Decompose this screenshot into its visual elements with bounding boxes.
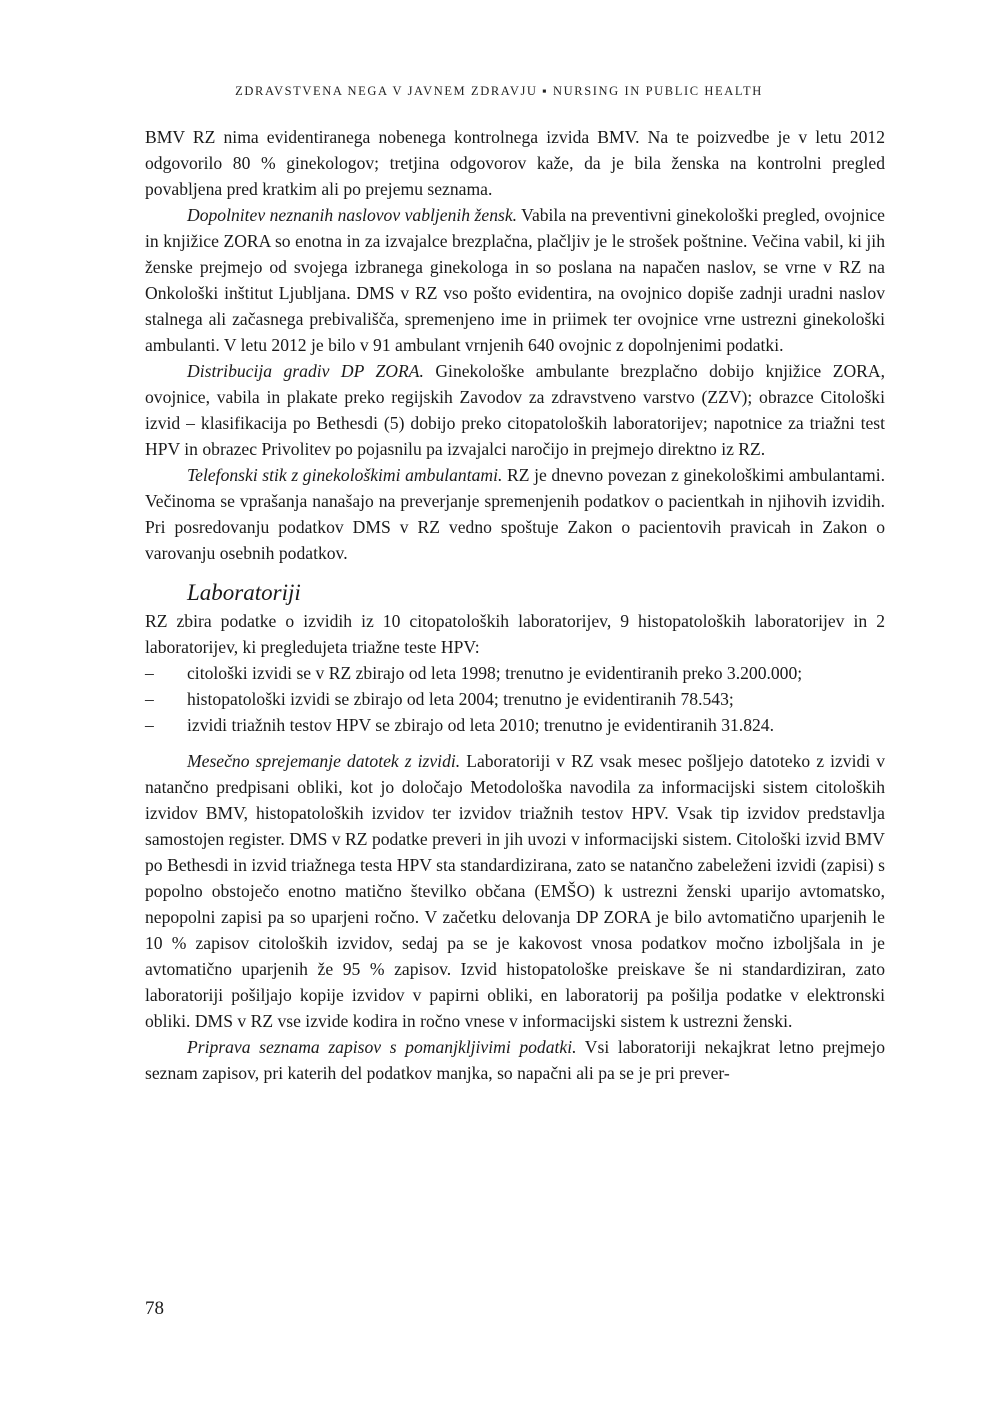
paragraph-lead: Telefonski stik z ginekološkimi ambulantami.: [187, 465, 503, 485]
paragraph-addresses: [145, 202, 885, 358]
paragraph-lead: Dopolnitev neznanih naslovov vabljenih žensk.: [187, 205, 518, 225]
list-item: – citološki izvidi se v RZ zbirajo od leta 1998; trenutno je evidentiranih preko 3.200.000;: [145, 660, 885, 686]
paragraph-incomplete-records: [145, 1034, 885, 1086]
paragraph-text: Ginekološke ambulante brezplačno dobijo knjižice ZORA, ovojnice, vabila in plakate preko regijskih Zavodov za zdravstveno varstvo (ZZV); obrazce Citološki izvid – klasifikacija po Bethesdi (5) dobijo preko citopatoloških laboratorijev; napotnice za triažni test HPV in obrazec Privolitev po pojasnilu pa izvajalci naročijo in prejmejo direktno iz RZ.: [145, 361, 885, 459]
paragraph-phone-contact: [145, 462, 885, 566]
paragraph-lead: Mesečno sprejemanje datotek z izvidi.: [187, 751, 461, 771]
spacer: [145, 738, 885, 748]
paragraph-text: Vsi laboratoriji nekajkrat letno prejmejo seznam zapisov, pri katerih del podatkov manjka, so napačni ali pa se je pri prever-: [145, 1037, 885, 1083]
paragraph-distribution: [145, 358, 885, 462]
paragraph-bmv: BMV RZ nima evidentiranega nobenega kontrolnega izvida BMV. Na te poizvedbe je v letu 2012 odgovorilo 80 % ginekologov; tretjina odgovorov kaže, da je bila ženska na kontrolni pregled povabljena pred kratkim ali po prejemu seznama.: [145, 127, 885, 199]
list-item: – histopatološki izvidi se zbirajo od leta 2004; trenutno je evidentiranih 78.543;: [145, 686, 885, 712]
page-number: 78: [145, 1298, 164, 1319]
paragraph-lead: Priprava seznama zapisov s pomanjkljivimi podatki.: [187, 1037, 577, 1057]
running-header: ZDRAVSTVENA NEGA V JAVNEM ZDRAVJU ▪ NURSING IN PUBLIC HEALTH: [235, 84, 763, 98]
list-item: – izvidi triažnih testov HPV se zbirajo od leta 2010; trenutno je evidentiranih 31.824.: [145, 712, 885, 738]
lab-list: [145, 660, 885, 738]
paragraph-text: RZ je dnevno povezan z ginekološkimi ambulantami. Večinoma se vprašanja nanašajo na preverjanje spremenjenih podatkov o pacientkah in njihovih izvidih. Pri posredovanju podatkov DMS v RZ vedno spoštuje Zakon o pacientovih pravicah in Zakon o varovanju osebnih podatkov.: [145, 465, 885, 563]
paragraph-laboratories: RZ zbira podatke o izvidih iz 10 citopatoloških laboratorijev, 9 histopatoloških laboratorijev in 2 laboratorijev, ki pregledujeta triažne teste HPV:: [145, 611, 885, 657]
paragraph-text: Laboratoriji v RZ vsak mesec pošljejo datoteko z izvidi v natančno predpisani obliki, kot jo določajo Metodološka navodila za informacijski sistem citoloških izvidov BMV, histopatoloških izvidov ter izvidov triažnih testov HPV. Vsak tip izvidov predstavlja samostojen register. DMS v RZ podatke preveri in jih uvozi v informacijski sistem. Citološki izvid BMV po Bethesdi in izvid triažnega testa HPV sta standardizirana, zato se natančno zabeleženi izvidi (zapisi) s popolno obstoječo enotno matično številko občana (EMŠO) k ustrezni ženski uparijo avtomatsko, nepopolni zapisi pa so uparjeni ročno. V začetku delovanja DP ZORA je bilo avtomatično uparjenih le 10 % zapisov citoloških izvidov, sedaj pa se je kakovost vnosa podatkov močno izboljšala in je avtomatično uparjenih že 95 % zapisov. Izvid histopatološke preiskave še ni standardiziran, zato laboratoriji pošiljajo kopije izvidov v papirni obliki, en laboratorij pa pošilja podatke v elektronski obliki. DMS v RZ vse izvide kodira in ročno vnese v informacijski sistem k ustrezni ženski.: [145, 751, 885, 1031]
section-heading: Laboratoriji: [187, 580, 301, 605]
body-text: [145, 124, 885, 1086]
paragraph-monthly-files: [145, 748, 885, 1034]
paragraph-lead: Distribucija gradiv DP ZORA.: [187, 361, 424, 381]
paragraph-text: Vabila na preventivni ginekološki pregled, ovojnice in knjižice ZORA so enotna in za izvajalce brezplačna, plačljiv je le strošek poštnine. Večina vabil, ki jih ženske prejmejo od svojega izbranega ginekologa in so poslana na napačen naslov, se vrne v RZ na Onkološki inštitut Ljubljana. DMS v RZ vso pošto evidentira, na ovojnico dopiše zadnji uradni naslov stalnega ali začasnega prebivališča, spremenjeno ime in priimek ter ovojnice vrne ustrezni ginekološki ambulanti. V letu 2012 je bilo v 91 ambulant vrnjenih 640 ovojnic z dopolnjenimi podatki.: [145, 205, 885, 355]
